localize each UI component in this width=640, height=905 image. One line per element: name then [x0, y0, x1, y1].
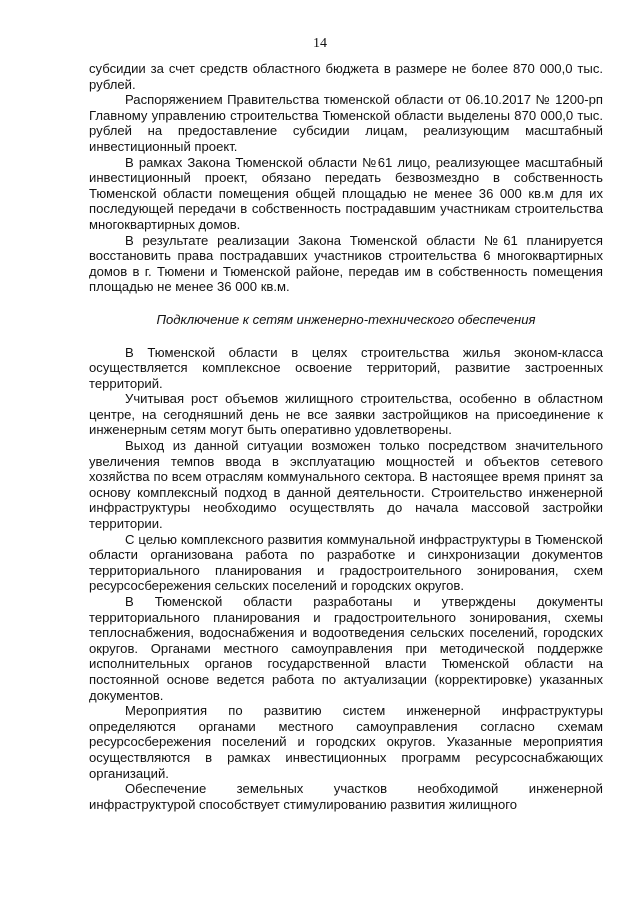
paragraph: С целью комплексного развития коммунальной инфраструктуры в Тюменской области организована работа по разработке и синхронизации документов территориального планирования и градостроительного зонирования, схем ресурсосбережения сельских поселений и городских округов. [89, 531, 603, 594]
page-number: 14 [313, 36, 327, 51]
paragraph: Мероприятия по развитию систем инженерной инфраструктуры определяются органами местного самоуправления согласно схемам ресурсосбережения поселений и городских округов. Указанные мероприятия осуществляются в рамках инвестиционных программ ресурсоснабжающих организаций. [89, 703, 603, 781]
section-heading: Подключение к сетям инженерно-технического обеспечения [156, 311, 536, 327]
paragraph: Распоряжением Правительства тюменской области от 06.10.2017 № 1200-рп Главному управлению строительства Тюменской области выделены 870 000,0 тыс. рублей на предоставление субсидии лицам, реализующим масштабный инвестиционный проект. [89, 92, 603, 154]
paragraph: В Тюменской области в целях строительства жилья эконом-класса осуществляется комплексное освоение территорий, развитие застроенных территорий. [89, 344, 603, 391]
paragraph: В результате реализации Закона Тюменской области №61 планируется восстановить права пострадавших участников строительства 6 многоквартирных домов в г. Тюмени и Тюменской районе, передав им в собственность помещения площадью не менее 36 000 кв.м. [89, 232, 603, 295]
paragraph: Учитывая рост объемов жилищного строительства, особенно в областном центре, на сегодняшний день не все заявки застройщиков на присоединение к инженерным сетям могут быть оперативно удовлетворены. [89, 391, 603, 438]
paragraph: В Тюменской области разработаны и утверждены документы территориального планирования и градостроительного зонирования, схемы теплоснабжения, водоснабжения и водоотведения сельских поселений, городских округов. Органами местного самоуправления при методической поддержке исполнительных органов государственной власти Тюменской области на постоянной основе ведется работа по актуализации (корректировке) указанных документов. [89, 594, 603, 703]
document-body [89, 61, 603, 812]
paragraph: В рамках Закона Тюменской области №61 лицо, реализующее масштабный инвестиционный проект, обязано передать безвозмездно в собственность Тюменской области помещения общей площадью не менее 36 000 кв.м для их последующей передачи в собственность пострадавшим участникам строительства многоквартирных домов. [89, 154, 603, 232]
paragraph: Выход из данной ситуации возможен только посредством значительного увеличения темпов ввода в эксплуатацию мощностей и объектов сетевого хозяйства по всем отраслям коммунального сектора. В настоящее время принят за основу комплексный подход в данной деятельности. Строительство инженерной инфраструктуры необходимо осуществлять до начала массовой застройки территории. [89, 438, 603, 532]
paragraph: Обеспечение земельных участков необходимой инженерной инфраструктурой способствует стимулированию развития жилищного [89, 781, 603, 812]
paragraph: субсидии за счет средств областного бюджета в размере не более 870 000,0 тыс. рублей. [89, 61, 603, 92]
